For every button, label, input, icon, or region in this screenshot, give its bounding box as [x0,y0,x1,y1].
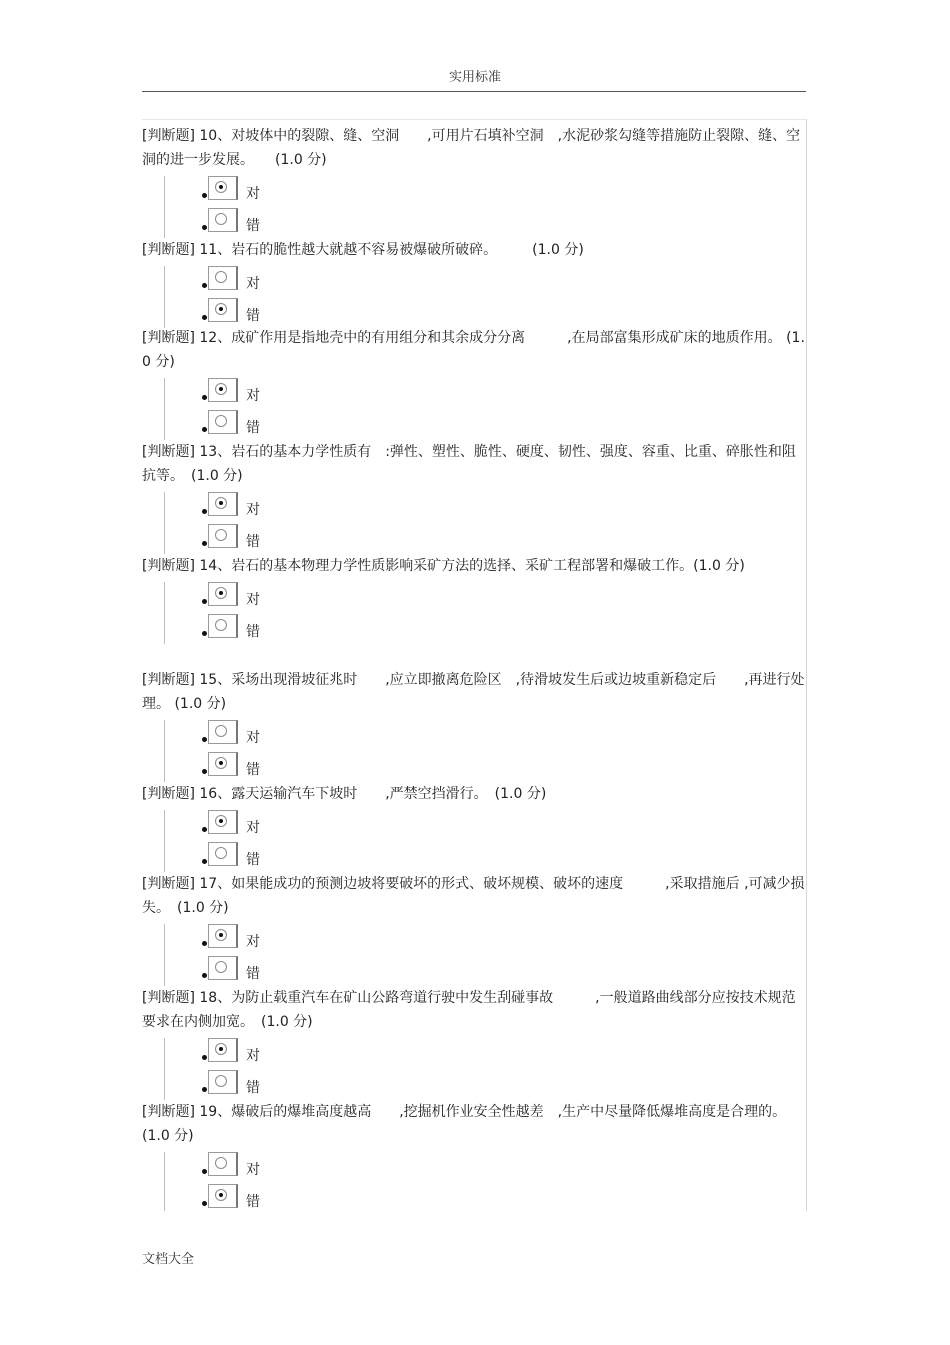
option-false[interactable] [202,614,322,644]
page-header: 实用标准 [448,70,501,85]
radio-button[interactable] [215,529,227,541]
bullet-icon [202,1201,207,1206]
bullet-icon [202,1087,207,1092]
option-label: 错 [246,1080,260,1096]
radio-button[interactable] [215,213,227,225]
option-false[interactable] [202,842,322,872]
options-bracket [142,266,165,328]
radio-button[interactable] [215,1075,227,1087]
bullet-icon [202,973,207,978]
option-label: 错 [246,420,260,436]
option-false[interactable] [202,752,322,782]
option-label: 错 [246,624,260,640]
option-false[interactable] [202,1070,322,1100]
option-label: 对 [246,820,260,836]
option-true[interactable] [202,720,322,750]
bullet-icon [202,193,207,198]
question-11 [142,238,806,328]
option-label: 对 [246,1162,260,1178]
question-text: [判断题] 12、成矿作用是指地壳中的有用组分和其余成分分离 ,在局部富集形成矿床的地质作用。 (1.0 分) [142,330,805,370]
radio-frame [208,176,238,200]
question-text: [判断题] 16、露天运输汽车下坡时 ,严禁空挡滑行。 (1.0 分) [142,786,547,802]
question-text: [判断题] 15、采场出现滑坡征兆时 ,应立即撤离危险区 ,待滑坡发生后或边坡重新稳定后 ,再进行处理。 (1.0 分) [142,672,805,712]
option-label: 错 [246,534,260,550]
question-19 [142,1100,806,1211]
radio-frame [208,752,238,776]
answer-options [142,924,806,986]
bullet-icon [202,769,207,774]
quiz-content [142,119,807,1211]
bullet-icon [202,827,207,832]
radio-button-checked[interactable] [215,303,227,315]
option-label: 错 [246,1194,260,1210]
radio-button[interactable] [215,619,227,631]
radio-button-checked[interactable] [215,497,227,509]
options-bracket [142,378,165,440]
options-bracket [142,924,165,986]
option-label: 错 [246,762,260,778]
radio-frame [208,524,238,548]
answer-options [142,266,806,328]
radio-frame [208,810,238,834]
bullet-icon [202,283,207,288]
radio-button-checked[interactable] [215,815,227,827]
answer-options [142,378,806,440]
radio-frame [208,1184,238,1208]
question-18 [142,986,806,1100]
question-15 [142,668,806,782]
question-text: [判断题] 17、如果能成功的预测边坡将要破坏的形式、破坏规模、破坏的速度 ,采取措施后 ,可减少损失。 (1.0 分) [142,876,805,916]
option-label: 对 [246,502,260,518]
option-true[interactable] [202,266,322,296]
question-text: [判断题] 18、为防止载重汽车在矿山公路弯道行驶中发生刮碰事故 ,一般道路曲线部分应按技术规范要求在内侧加宽。 (1.0 分) [142,990,796,1030]
radio-button[interactable] [215,847,227,859]
option-false[interactable] [202,208,322,238]
option-false[interactable] [202,1184,322,1211]
radio-button-checked[interactable] [215,1189,227,1201]
radio-frame [208,378,238,402]
radio-frame [208,1070,238,1094]
option-label: 错 [246,308,260,324]
radio-frame [208,208,238,232]
bullet-icon [202,599,207,604]
header-divider [142,91,806,92]
option-label: 对 [246,276,260,292]
bullet-icon [202,1055,207,1060]
option-label: 错 [246,966,260,982]
bullet-icon [202,427,207,432]
option-label: 对 [246,934,260,950]
option-label: 错 [246,218,260,234]
option-false[interactable] [202,524,322,554]
radio-frame [208,266,238,290]
bullet-icon [202,225,207,230]
option-true[interactable] [202,810,322,840]
answer-options [142,1038,806,1100]
options-bracket [142,1152,165,1211]
option-false[interactable] [202,956,322,986]
radio-button[interactable] [215,415,227,427]
radio-button[interactable] [215,725,227,737]
radio-frame [208,1152,238,1176]
bullet-icon [202,315,207,320]
radio-button-checked[interactable] [215,757,227,769]
option-label: 错 [246,852,260,868]
options-bracket [142,810,165,872]
radio-frame [208,842,238,866]
option-false[interactable] [202,410,322,440]
radio-button-checked[interactable] [215,587,227,599]
options-bracket [142,492,165,554]
answer-options [142,582,806,644]
question-14 [142,554,806,644]
question-text: [判断题] 13、岩石的基本力学性质有 :弹性、塑性、脆性、硬度、韧性、强度、容重、比重、碎胀性和阻抗等。 (1.0 分) [142,444,796,484]
radio-button-checked[interactable] [215,1043,227,1055]
answer-options [142,1152,806,1211]
radio-button-checked[interactable] [215,383,227,395]
bullet-icon [202,859,207,864]
option-true[interactable] [202,1038,322,1068]
option-label: 对 [246,388,260,404]
radio-frame [208,410,238,434]
option-true[interactable] [202,492,322,522]
radio-button[interactable] [215,271,227,283]
radio-frame [208,720,238,744]
radio-frame [208,582,238,606]
radio-button[interactable] [215,961,227,973]
options-bracket [142,582,165,644]
bullet-icon [202,395,207,400]
option-true[interactable] [202,176,322,206]
bullet-icon [202,541,207,546]
radio-button-checked[interactable] [215,929,227,941]
bullet-icon [202,1169,207,1174]
option-label: 对 [246,592,260,608]
option-label: 对 [246,186,260,202]
question-10 [142,124,806,238]
bullet-icon [202,737,207,742]
bullet-icon [202,941,207,946]
option-true[interactable] [202,582,322,612]
question-text: [判断题] 19、爆破后的爆堆高度越高 ,挖掘机作业安全性越差 ,生产中尽量降低爆堆高度是合理的。 (1.0 分) [142,1104,787,1144]
option-true[interactable] [202,378,322,408]
option-label: 对 [246,1048,260,1064]
options-bracket [142,720,165,782]
radio-button[interactable] [215,1157,227,1169]
radio-button-checked[interactable] [215,181,227,193]
options-bracket [142,1038,165,1100]
option-true[interactable] [202,924,322,954]
bullet-icon [202,631,207,636]
radio-frame [208,614,238,638]
question-text: [判断题] 11、岩石的脆性越大就越不容易被爆破所破碎。 (1.0 分) [142,242,584,258]
page-footer: 文档大全 [142,1252,195,1267]
radio-frame [208,924,238,948]
answer-options [142,720,806,782]
question-text: [判断题] 14、岩石的基本物理力学性质影响采矿方法的选择、采矿工程部署和爆破工作。(1.0 分) [142,558,745,574]
options-bracket [142,176,165,238]
question-text: [判断题] 10、对坡体中的裂隙、缝、空洞 ,可用片石填补空洞 ,水泥砂浆勾缝等措施防止裂隙、缝、空洞的进一步发展。 (1.0 分) [142,128,801,168]
radio-frame [208,492,238,516]
radio-frame [208,1038,238,1062]
question-13 [142,440,806,554]
question-17 [142,872,806,986]
option-true[interactable] [202,1152,322,1182]
question-12 [142,326,806,440]
answer-options [142,176,806,238]
bullet-icon [202,509,207,514]
option-false[interactable] [202,298,322,328]
question-16 [142,782,806,872]
option-label: 对 [246,730,260,746]
radio-frame [208,956,238,980]
radio-frame [208,298,238,322]
answer-options [142,810,806,872]
answer-options [142,492,806,554]
